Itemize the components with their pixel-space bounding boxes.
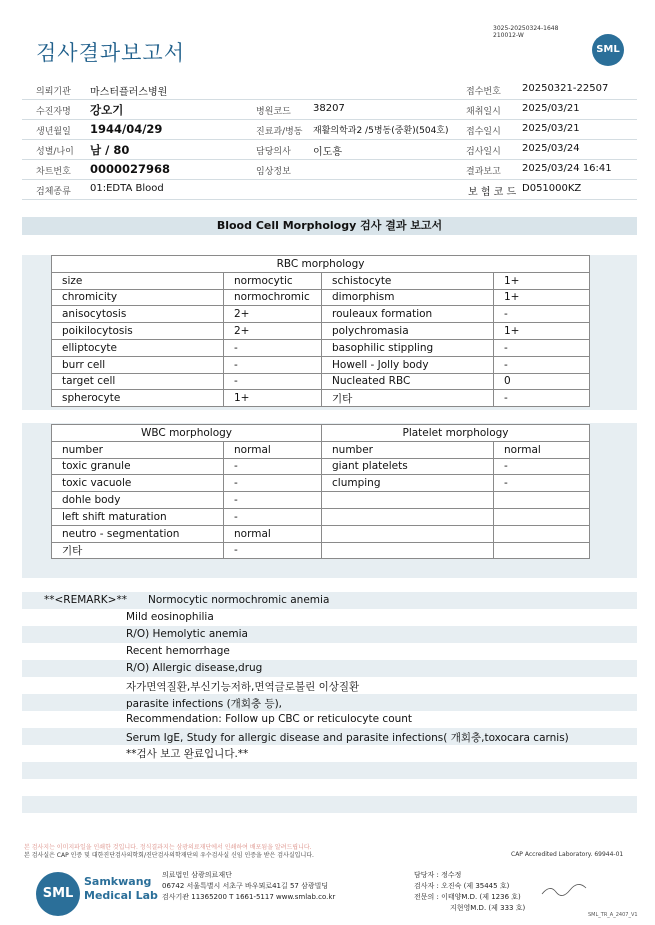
sml-logo: SML: [592, 34, 624, 66]
cell: normal: [224, 525, 322, 542]
wbc-platelet-morphology-table: [51, 424, 590, 559]
cell: 2+: [224, 323, 322, 340]
label-result-report: 결과보고: [466, 167, 501, 177]
insurance-code: D051000KZ: [522, 183, 582, 194]
cell: [322, 492, 494, 509]
table-row: [52, 323, 590, 340]
label-receipt-number: 접수번호: [466, 87, 501, 97]
table-row: [52, 373, 590, 390]
remark-line: Recommendation: Follow up CBC or reticulocyte count: [126, 713, 413, 725]
cell: 1+: [224, 390, 322, 407]
cell: giant platelets: [322, 458, 494, 475]
label-receipt-date: 접수일시: [466, 124, 501, 137]
cell: polychromasia: [322, 323, 494, 340]
cell: number: [322, 441, 494, 458]
table-row: [52, 542, 590, 559]
cell: 기타: [322, 390, 494, 407]
receipt-date: 2025/03/21: [522, 123, 580, 134]
label-sex-age: 성별/나이: [36, 147, 74, 157]
table-row: [52, 306, 590, 323]
label-department-ward: 진료과/병동: [256, 127, 303, 137]
platelet-heading: Platelet morphology: [322, 425, 590, 442]
receipt-number: 20250321-22507: [522, 83, 609, 94]
image-print-notice: 본 검사지는 이미지파일을 인쇄한 것입니다. 정식결과지는 삼광의료재단에서 인쇄하여 배포됨을 알려드립니다.: [24, 844, 312, 851]
sex-age: 남 / 80: [90, 143, 130, 157]
stripe: [22, 762, 637, 779]
samkwang-logo: [36, 872, 80, 916]
table-row: [52, 289, 590, 306]
cap-accreditation: CAP Accredited Laboratory. 69944-01: [511, 851, 624, 858]
label-requesting-institution: 의뢰기관: [36, 87, 71, 97]
cell: neutro - segmentation: [52, 525, 224, 542]
rbc-heading: RBC morphology: [52, 256, 590, 273]
remark-line: **검사 보고 완료입니다.**: [126, 748, 249, 760]
table-row: [52, 508, 590, 525]
header-row-3: [22, 120, 637, 140]
cell: number: [52, 441, 224, 458]
hospital-code: 38207: [313, 103, 345, 114]
cell: normocytic: [224, 272, 322, 289]
remark-label: **<REMARK>**: [44, 594, 127, 606]
cell: dohle body: [52, 492, 224, 509]
cell: poikilocytosis: [52, 323, 224, 340]
table-row: [52, 458, 590, 475]
cell: anisocytosis: [52, 306, 224, 323]
report-title: 검사결과보고서: [36, 41, 186, 65]
remark-line: Mild eosinophilia: [126, 611, 214, 623]
stripe: [22, 796, 637, 813]
cell: dimorphism: [322, 289, 494, 306]
label-clinical-info: 임상정보: [256, 167, 291, 177]
label-specimen-type: 검체종류: [36, 187, 71, 197]
cell: -: [494, 475, 590, 492]
cell: rouleaux formation: [322, 306, 494, 323]
cell: 1+: [494, 289, 590, 306]
cell: normal: [224, 441, 322, 458]
staff-info: 담당자 : 정수정 검사자 : 오진숙 (제 35445 호) 전문의 : 이태양M.D. (제 1236 호) 지현영M.D. (제 333 호): [414, 871, 526, 912]
cell: Nucleated RBC: [322, 373, 494, 390]
department-ward: 재활의학과2 /5병동(중환)(504호): [313, 126, 449, 136]
cell: -: [494, 458, 590, 475]
cell: burr cell: [52, 356, 224, 373]
cell: [494, 525, 590, 542]
cell: -: [224, 339, 322, 356]
stripe: [22, 660, 637, 677]
stripe: [22, 694, 637, 711]
cell: -: [494, 306, 590, 323]
remark-line: 자가면역질환,부신기능저하,면역글로불린 이상질환: [126, 681, 360, 693]
cell: normal: [494, 441, 590, 458]
cell: 2+: [224, 306, 322, 323]
label-collection-date: 채취일시: [466, 107, 501, 117]
stripe: [22, 626, 637, 643]
cell: target cell: [52, 373, 224, 390]
cell: -: [224, 542, 322, 559]
label-insurance-code: 보 험 코 드: [468, 187, 517, 198]
cell: toxic granule: [52, 458, 224, 475]
specimen-type: 01:EDTA Blood: [90, 183, 164, 194]
remark-line: R/O) Hemolytic anemia: [126, 628, 248, 640]
cell: normochromic: [224, 289, 322, 306]
form-code: SML_TR_A_2407_V1: [588, 912, 638, 918]
cell: -: [224, 458, 322, 475]
cell: schistocyte: [322, 272, 494, 289]
header-row-2: [22, 100, 637, 120]
brand-name: Samkwang Medical Lab: [84, 875, 158, 902]
cell: -: [494, 339, 590, 356]
header-row-6: [22, 180, 637, 200]
chart-number: 0000027968: [90, 162, 171, 176]
table-row: [52, 272, 590, 289]
remark-line: R/O) Allergic disease,drug: [126, 662, 263, 674]
birth-date: 1944/04/29: [90, 122, 163, 136]
header-row-1: [22, 80, 637, 100]
table-row: [52, 525, 590, 542]
label-birth-date: 생년월일: [36, 127, 71, 137]
cell: [322, 525, 494, 542]
cell: -: [494, 356, 590, 373]
cell: basophilic stippling: [322, 339, 494, 356]
cell: -: [494, 390, 590, 407]
label-attending-physician: 담당의사: [256, 147, 291, 157]
requesting-institution: 마스터플러스병원: [90, 87, 168, 98]
cell: [494, 542, 590, 559]
label-test-date: 검사일시: [466, 147, 501, 157]
collection-date: 2025/03/21: [522, 103, 580, 114]
table-row: [52, 356, 590, 373]
table-row: [52, 492, 590, 509]
remark-line: Serum IgE, Study for allergic disease and parasite infections( 개회충,toxocara carnis): [126, 732, 569, 744]
cell: -: [224, 373, 322, 390]
section-title: Blood Cell Morphology 검사 결과 보고서: [22, 217, 637, 235]
cell: [494, 508, 590, 525]
cell: -: [224, 475, 322, 492]
cell: 1+: [494, 323, 590, 340]
cell: [494, 492, 590, 509]
accreditation-notice: 본 검사실은 CAP 인증 및 대한진단검사의학회/진단검사의학재단의 우수검사실 신임 인증을 받은 검사실입니다.: [24, 852, 314, 859]
cell: chromicity: [52, 289, 224, 306]
cell: left shift maturation: [52, 508, 224, 525]
cell: -: [224, 508, 322, 525]
organization-info: 의료법인 삼광의료재단 06742 서울특별시 서초구 바우뫼로41길 57 삼광빌딩 검사기관 11365200 T 1661-5117 www.smlab.co.kr: [162, 871, 336, 901]
remark-line: parasite infections (개회충 등),: [126, 698, 283, 710]
cell: -: [224, 492, 322, 509]
label-hospital-code: 병원코드: [256, 107, 291, 117]
cell: toxic vacuole: [52, 475, 224, 492]
cell: 기타: [52, 542, 224, 559]
cell: size: [52, 272, 224, 289]
cell: Howell - Jolly body: [322, 356, 494, 373]
remark-line: Recent hemorrhage: [126, 645, 230, 657]
attending-physician: 이도흥: [313, 147, 342, 158]
label-chart-number: 차트번호: [36, 167, 71, 177]
remark-first-line: Normocytic normochromic anemia: [148, 594, 330, 606]
header-row-4: [22, 140, 637, 160]
cell: [322, 542, 494, 559]
label-patient-name: 수진자명: [36, 107, 71, 117]
table-row: [52, 339, 590, 356]
test-date: 2025/03/24: [522, 143, 580, 154]
table-row: [52, 441, 590, 458]
signature-icon: [540, 880, 590, 900]
header-row-5: [22, 160, 637, 180]
document-code: 3025-20250324-1648 210012-W: [493, 25, 559, 39]
patient-name: 강오기: [90, 103, 124, 117]
sml-logo-mark: SML: [36, 872, 80, 916]
cell: 0: [494, 373, 590, 390]
result-report-time: 2025/03/24 16:41: [522, 163, 612, 174]
table-header-row: [52, 425, 590, 442]
table-header-row: [52, 256, 590, 273]
cell: clumping: [322, 475, 494, 492]
table-row: [52, 475, 590, 492]
cell: elliptocyte: [52, 339, 224, 356]
wbc-heading: WBC morphology: [52, 425, 322, 442]
cell: -: [224, 356, 322, 373]
rbc-morphology-table: [51, 255, 590, 407]
table-row: [52, 390, 590, 407]
cell: spherocyte: [52, 390, 224, 407]
cell: [322, 508, 494, 525]
cell: 1+: [494, 272, 590, 289]
